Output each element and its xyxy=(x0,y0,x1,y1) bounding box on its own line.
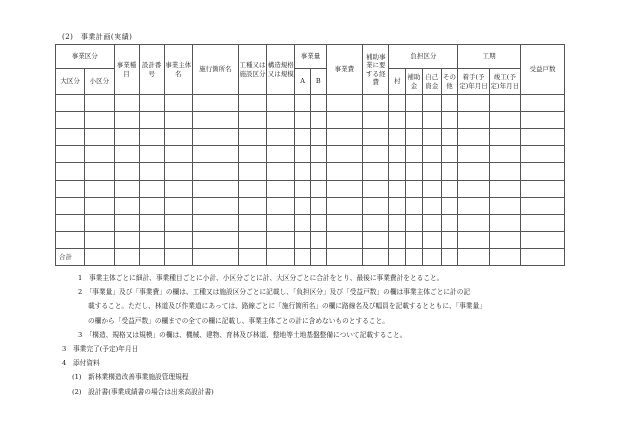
table-cell xyxy=(238,180,266,197)
table-cell xyxy=(139,180,164,197)
table-cell xyxy=(139,231,164,248)
table-cell xyxy=(114,180,139,197)
table-cell xyxy=(164,214,192,231)
table-cell xyxy=(422,95,441,112)
header-sho-kubun: 小区分 xyxy=(85,69,114,95)
table-cell xyxy=(295,197,311,214)
table-cell xyxy=(521,163,565,180)
table-cell xyxy=(406,129,423,146)
header-jigyo-kubun: 事業区分 xyxy=(56,45,115,69)
table-cell xyxy=(139,197,164,214)
table-cell xyxy=(326,146,363,163)
table-cell xyxy=(422,231,441,248)
table-cell xyxy=(406,214,423,231)
table-cell xyxy=(521,180,565,197)
item-attachments: 4 添付資料 xyxy=(62,359,100,368)
header-koki: 工期 xyxy=(458,45,521,69)
table-cell xyxy=(192,214,238,231)
header-jigyoryo: 事業量 xyxy=(295,45,326,69)
table-cell xyxy=(326,180,363,197)
table-cell xyxy=(238,231,266,248)
table-cell xyxy=(458,112,489,129)
table-cell xyxy=(114,163,139,180)
table-cell xyxy=(238,129,266,146)
header-chakushu: 着手(予定)年月日 xyxy=(458,69,489,95)
table-cell xyxy=(389,180,406,197)
table-cell xyxy=(139,146,164,163)
table-cell xyxy=(267,214,295,231)
table-cell xyxy=(489,146,520,163)
table-cell xyxy=(422,180,441,197)
table-cell xyxy=(192,95,238,112)
header-koshu: 工種又は施設区分 xyxy=(238,45,266,95)
table-cell xyxy=(406,112,423,129)
header-hojo-keihi: 補助事業に要する経費 xyxy=(363,45,389,95)
table-cell xyxy=(363,112,389,129)
table-cell xyxy=(422,214,441,231)
table-cell xyxy=(192,129,238,146)
table-cell xyxy=(389,129,406,146)
table-cell xyxy=(441,231,458,248)
table-cell xyxy=(164,180,192,197)
header-jigyohi: 事業費 xyxy=(326,45,363,95)
table-cell xyxy=(85,180,114,197)
table-cell xyxy=(164,197,192,214)
table-cell xyxy=(114,146,139,163)
table-cell xyxy=(310,112,326,129)
table-cell xyxy=(85,163,114,180)
table-cell xyxy=(489,112,520,129)
table-cell xyxy=(363,231,389,248)
item-attachment-2: (2) 設計書(事業成績書の場合は出来高設計書) xyxy=(72,387,214,396)
table-cell xyxy=(458,95,489,112)
table-cell xyxy=(139,95,164,112)
item-attachment-1: (1) 新林業構造改善事業施設管理規程 xyxy=(72,373,189,382)
table-cell xyxy=(56,112,85,129)
table-cell xyxy=(164,231,192,248)
header-futan-sonota: その他 xyxy=(441,69,458,95)
table-cell xyxy=(295,146,311,163)
table-cell xyxy=(267,95,295,112)
table-cell xyxy=(363,180,389,197)
table-row xyxy=(56,163,565,180)
table-cell xyxy=(521,231,565,248)
item-completion-date: 3 事業完了(予定)年月日 xyxy=(62,345,139,354)
note-2-cont-b: の欄から「受益戸数」の欄までの全ての欄に記載し、事業主体ごとの計に含めないものとすること。 xyxy=(88,316,389,325)
section-title: (2) 事業計画(実績) xyxy=(62,33,133,41)
note-3: 3 「構造、規格又は規模」の欄は、機械、建物、育林及び林道、整地等土地基盤整備について記載すること。 xyxy=(78,330,407,339)
table-cell xyxy=(422,112,441,129)
table-cell xyxy=(326,163,363,180)
table-cell xyxy=(521,146,565,163)
table-cell xyxy=(192,163,238,180)
table-cell xyxy=(310,146,326,163)
table-row xyxy=(56,146,565,163)
table-cell xyxy=(267,231,295,248)
table-cell xyxy=(406,163,423,180)
table-cell xyxy=(192,197,238,214)
table-cell xyxy=(489,129,520,146)
table-cell xyxy=(441,163,458,180)
table-cell xyxy=(422,197,441,214)
header-jigyo-shutai: 事業主体名 xyxy=(164,45,192,95)
table-cell xyxy=(238,146,266,163)
header-shunko: 竣工(予定)年月日 xyxy=(489,69,520,95)
table-cell xyxy=(139,112,164,129)
table-cell xyxy=(389,214,406,231)
table-cell xyxy=(310,180,326,197)
table-cell xyxy=(441,146,458,163)
table-cell xyxy=(85,146,114,163)
table-cell xyxy=(441,112,458,129)
table-cell xyxy=(310,95,326,112)
table-cell xyxy=(363,163,389,180)
table-cell xyxy=(310,214,326,231)
header-futan-hojo: 補助金 xyxy=(406,69,423,95)
table-row xyxy=(56,214,565,231)
table-cell xyxy=(139,129,164,146)
table-cell xyxy=(114,129,139,146)
table-cell xyxy=(85,129,114,146)
header-dai-kubun: 大区分 xyxy=(56,69,85,95)
table-cell xyxy=(192,146,238,163)
table-cell xyxy=(238,163,266,180)
table-cell xyxy=(295,95,311,112)
table-cell xyxy=(164,95,192,112)
table-cell xyxy=(56,163,85,180)
table-cell xyxy=(85,231,114,248)
table-row xyxy=(56,180,565,197)
table-cell xyxy=(441,129,458,146)
table-cell xyxy=(295,214,311,231)
table-row xyxy=(56,231,565,248)
table-cell xyxy=(521,112,565,129)
table-cell xyxy=(389,146,406,163)
table-cell xyxy=(295,163,311,180)
note-1: 1 事業主体ごとに細計、事業種目ごとに小計、小区分ごとに計、大区分ごとに合計をとり、最後に事業費計をとること。 xyxy=(78,274,444,282)
table-row xyxy=(56,112,565,129)
note-2-cont-a: 載すること。ただし、林道及び作業道にあっては、路線ごとに「施行箇所名」の欄に路線名及び幅員を記載するとともに、「事業量」 xyxy=(88,302,486,311)
table-cell xyxy=(164,146,192,163)
table-cell xyxy=(164,112,192,129)
table-cell xyxy=(139,163,164,180)
table-cell xyxy=(458,163,489,180)
table-cell xyxy=(56,129,85,146)
table-cell xyxy=(363,197,389,214)
table-row xyxy=(56,197,565,214)
table-cell xyxy=(422,163,441,180)
table-cell xyxy=(326,95,363,112)
table-cell xyxy=(441,95,458,112)
table-cell xyxy=(458,214,489,231)
table-cell xyxy=(139,214,164,231)
table-cell xyxy=(295,231,311,248)
table-cell xyxy=(326,112,363,129)
table-cell xyxy=(363,214,389,231)
table-cell xyxy=(441,180,458,197)
table-cell xyxy=(56,197,85,214)
table-cell xyxy=(458,146,489,163)
table-cell xyxy=(310,231,326,248)
table-cell xyxy=(114,231,139,248)
table-cell xyxy=(267,146,295,163)
table-cell xyxy=(238,214,266,231)
table-cell xyxy=(164,163,192,180)
table-cell xyxy=(85,95,114,112)
table-cell xyxy=(326,129,363,146)
header-kozo-kikaku: 構造規格又は規模 xyxy=(267,45,295,95)
table-cell xyxy=(114,214,139,231)
table-cell xyxy=(114,112,139,129)
table-cell xyxy=(238,95,266,112)
header-seko-kasho: 施行箇所名 xyxy=(192,45,238,95)
table-cell xyxy=(56,180,85,197)
table-cell xyxy=(389,197,406,214)
header-futan-kubun: 負担区分 xyxy=(389,45,458,69)
table-cell xyxy=(326,231,363,248)
table-cell xyxy=(489,180,520,197)
table-cell xyxy=(164,129,192,146)
table-cell xyxy=(114,95,139,112)
table-cell xyxy=(422,146,441,163)
table-cell xyxy=(458,129,489,146)
table-cell xyxy=(521,197,565,214)
table-cell xyxy=(192,112,238,129)
table-cell xyxy=(389,163,406,180)
table-cell xyxy=(267,197,295,214)
header-futan-jiko: 自己資金 xyxy=(422,69,441,95)
table-cell xyxy=(295,112,311,129)
table-cell xyxy=(238,112,266,129)
table-cell xyxy=(310,129,326,146)
business-plan-table xyxy=(55,44,565,266)
table-cell xyxy=(406,197,423,214)
table-cell xyxy=(489,214,520,231)
table-cell xyxy=(363,129,389,146)
table-cell xyxy=(192,180,238,197)
table-cell xyxy=(114,197,139,214)
note-2: 2 「事業量」及び「事業費」の欄は、工種又は施設区分ごとに記載し、「負担区分」及び「受益戸数」の欄は事業主体ごとに計の記 xyxy=(78,288,471,297)
table-cell xyxy=(389,231,406,248)
header-jigyo-shumoku: 事業種目 xyxy=(114,45,139,95)
table-cell xyxy=(295,180,311,197)
table-cell xyxy=(422,129,441,146)
table-cell xyxy=(56,231,85,248)
table-row xyxy=(56,95,565,112)
table-cell xyxy=(441,197,458,214)
table-cell xyxy=(192,231,238,248)
table-cell xyxy=(406,146,423,163)
table-cell xyxy=(56,95,85,112)
header-col-b: B xyxy=(310,69,326,95)
header-col-a: A xyxy=(295,69,311,95)
table-cell xyxy=(406,95,423,112)
table-cell xyxy=(238,197,266,214)
table-cell xyxy=(56,146,85,163)
table-cell xyxy=(521,214,565,231)
header-futan-mura: 村 xyxy=(389,69,406,95)
table-cell xyxy=(441,214,458,231)
table-cell xyxy=(267,112,295,129)
notes-block xyxy=(62,271,582,399)
table-cell xyxy=(389,112,406,129)
table-cell xyxy=(267,180,295,197)
table-cell xyxy=(489,95,520,112)
table-cell xyxy=(85,197,114,214)
table-cell xyxy=(406,231,423,248)
table-cell xyxy=(521,95,565,112)
table-row xyxy=(56,129,565,146)
table-cell xyxy=(310,197,326,214)
table-cell xyxy=(310,163,326,180)
table-cell xyxy=(389,95,406,112)
table-cell xyxy=(458,180,489,197)
table-cell xyxy=(56,214,85,231)
table-cell xyxy=(267,163,295,180)
table-cell xyxy=(85,112,114,129)
table-cell xyxy=(489,197,520,214)
table-cell xyxy=(521,129,565,146)
header-juekikosu: 受益戸数 xyxy=(521,45,565,95)
table-cell xyxy=(363,95,389,112)
table-cell xyxy=(326,197,363,214)
table-cell xyxy=(363,146,389,163)
table-cell xyxy=(458,197,489,214)
table-cell xyxy=(267,129,295,146)
table-cell xyxy=(489,231,520,248)
table-cell xyxy=(326,214,363,231)
total-label: 合計 xyxy=(56,248,85,265)
header-sekkei-bango: 設計番号 xyxy=(139,45,164,95)
table-cell xyxy=(458,231,489,248)
table-cell xyxy=(295,129,311,146)
table-cell xyxy=(85,214,114,231)
table-cell xyxy=(406,180,423,197)
table-cell xyxy=(489,163,520,180)
